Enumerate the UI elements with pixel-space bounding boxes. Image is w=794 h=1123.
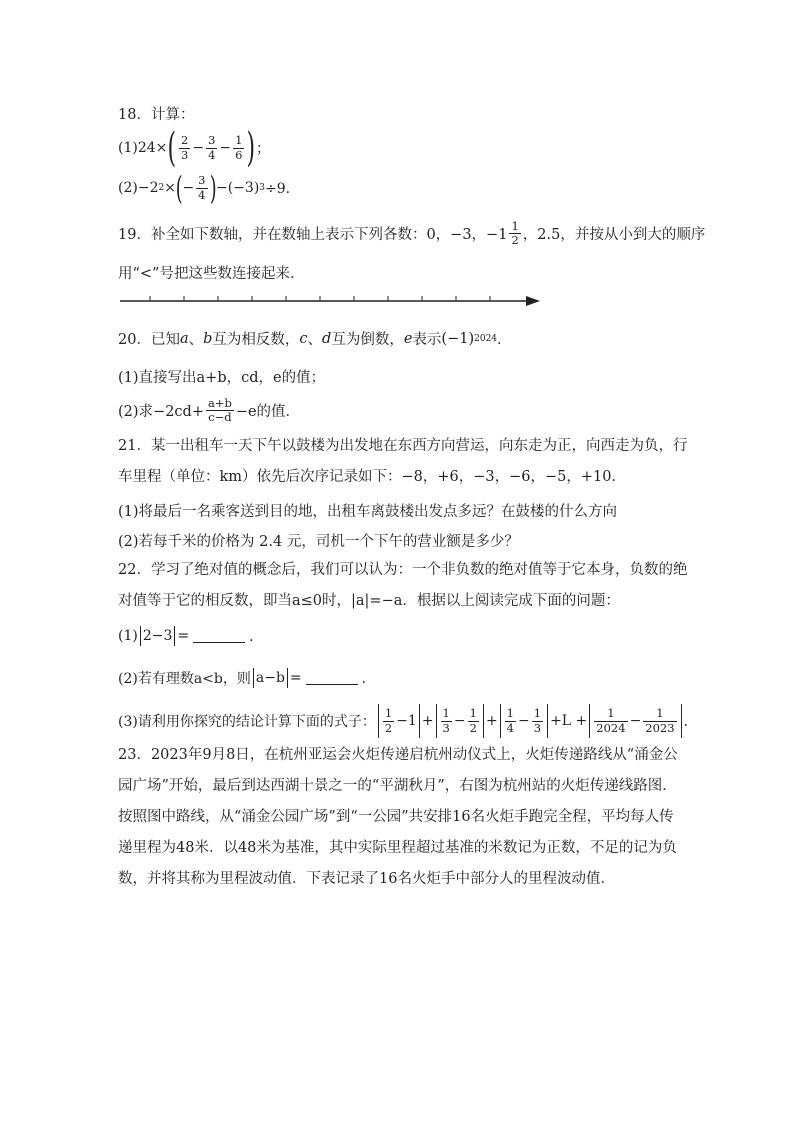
q18-title: 18．计算： (118, 107, 195, 123)
q20-part1: (1)直接写出a+b，cd，e的值； (118, 370, 326, 386)
period: ． (249, 629, 264, 645)
q19-line2: 用“<”号把这些数连接起来． (118, 266, 305, 282)
fraction: $\frac{1}{3}$ (533, 706, 542, 735)
q18-p1-prefix: 24× (137, 140, 168, 156)
abs-bar (483, 704, 484, 738)
variable: e (403, 330, 413, 347)
abs-bar (174, 626, 175, 646)
abs-bar (681, 704, 682, 738)
power-base: (−1) (441, 330, 475, 347)
right-paren: ) (246, 125, 256, 171)
equals: = (177, 628, 190, 644)
plus-sign: + (421, 713, 434, 729)
answer-blank[interactable] (306, 672, 358, 685)
fraction: $\frac{2}{3}$ (181, 133, 189, 162)
q20-line1 (118, 328, 512, 349)
q20-text: 互为相反数， (212, 332, 300, 348)
period: ． (683, 714, 698, 730)
minus-sign: − (629, 713, 642, 729)
exponent: 3 (259, 183, 266, 193)
q22-part1 (118, 626, 263, 646)
plus-sign: + (485, 713, 498, 729)
period: ． (361, 671, 376, 687)
abs-bar (287, 668, 288, 688)
left-paren: ( (167, 125, 177, 171)
variable: c (299, 330, 308, 347)
fraction: $\frac{1}{2}$ (511, 219, 519, 248)
q22-text: 22．学习了绝对值的概念后，我们可以认为：一个非负数的绝对值等于它本身，负数的绝对值等于它的相反数，即当a≤0时，|a|=−a．根据以上阅读完成下面的问题： (118, 562, 688, 609)
ellipsis-term: +L + (550, 713, 588, 729)
answer-blank[interactable] (193, 630, 245, 643)
abs-bar (436, 704, 437, 738)
times-sign: × (164, 180, 176, 196)
term: −(−3) (215, 180, 260, 196)
q19-text-b: ，2.5，并按从小到大的顺序 (522, 227, 706, 244)
minus-sign: − (453, 713, 466, 729)
abs-bar (378, 704, 379, 738)
fraction: $\frac{1}{2024}$ (596, 706, 626, 735)
q22-part3 (118, 704, 698, 738)
abs-bar (547, 704, 548, 738)
q18-p1-label: (1) (118, 140, 138, 156)
fraction: $\frac{1}{4}$ (506, 706, 514, 735)
fraction: $\frac{a+b}{c-d}$ (207, 396, 232, 425)
right-paren: ) (209, 169, 217, 207)
exponent: 2024 (474, 333, 498, 344)
equals: = (289, 670, 302, 686)
q20-text: 表示 (412, 332, 442, 348)
q21-part2: (2)若每千米的价格为 2.4 元，司机一个下午的营业额是多少？ (118, 534, 519, 550)
abs-bar (500, 704, 501, 738)
q20-text: 互为倒数， (331, 332, 404, 348)
minus-sign: − (219, 140, 232, 156)
fraction: $\frac{3}{4}$ (198, 173, 206, 202)
number-line-arrow (526, 296, 540, 306)
q18-p2-label: (2) (118, 180, 138, 196)
abs-bar (589, 704, 590, 738)
q22-p3-text: (3)请利用你探究的结论计算下面的式子： (118, 714, 376, 730)
expression: 2−3 (142, 628, 173, 644)
q20-p2-text: −e的值． (235, 404, 301, 421)
minus-sign: − (182, 180, 195, 196)
exponent: 2 (158, 183, 165, 193)
variable: a (179, 330, 189, 347)
q23-text: 23．2023年9月8日，在杭州亚运会火炬传递启杭州动仪式上，火炬传递路线从“涌金公园广场”开始，最后到达西湖十景之一的“平湖秋月”，右图为杭州站的火炬传递线路图．按照图中路线，从“涌金公园广场”到“一公园”共安排16名火炬手跑完全程，平均每人传递里程为48米．以48米为基准，其中实际里程超过基准的米数记为正数，不足的记为负数，并将其称为里程波动值．下表记录了16名火炬手中部分人的里程波动值． (118, 747, 678, 887)
abs-bar (419, 704, 420, 738)
q20-text: 、 (307, 332, 323, 348)
minus-sign: − (192, 140, 205, 156)
fraction: $\frac{3}{4}$ (208, 133, 216, 162)
q21-text: 21．某一出租车一天下午以鼓楼为出发地在东西方向营运，向东走为正，向西走为负，行车里程（单位：km）依先后次序记录如下：−8，+6，−3，−6，−5，+10． (118, 438, 688, 485)
term: −1 (396, 713, 417, 729)
left-paren: ( (175, 169, 183, 207)
q22-part2 (118, 668, 376, 688)
fraction: $\frac{1}{2}$ (384, 706, 393, 735)
abs-bar (253, 668, 254, 688)
q20-p2-text: (2)求−2cd+ (118, 404, 204, 421)
abs-bar (140, 626, 141, 646)
term: −2 (137, 180, 159, 196)
number-line-ticks (150, 296, 490, 301)
fraction: $\frac{1}{2}$ (469, 706, 477, 735)
fraction: $\frac{1}{3}$ (442, 706, 450, 735)
q20-text: ． (497, 332, 512, 348)
q20-text: 、 (188, 332, 204, 348)
q21-part1: (1)将最后一名乘客送到目的地，出租车离鼓楼出发点多远？在鼓楼的什么方向 (118, 504, 618, 520)
expression: a−b (255, 670, 285, 686)
semicolon: ； (256, 141, 271, 157)
fraction: $\frac{1}{2023}$ (645, 706, 675, 735)
q20-text: 20．已知 (118, 332, 180, 348)
minus-sign: − (518, 713, 530, 729)
q22-p2-text: (2)若有理数a<b，则 (118, 671, 251, 687)
q22-p1-label: (1) (118, 628, 138, 644)
q20-part2 (118, 397, 300, 424)
variable: d (322, 330, 332, 347)
term: ÷9． (265, 181, 300, 197)
q19-text-a: 19．补全如下数轴，并在数轴上表示下列各数：0，−3，−1 (118, 227, 508, 244)
fraction: $\frac{1}{6}$ (235, 133, 243, 162)
variable: b (203, 330, 213, 347)
